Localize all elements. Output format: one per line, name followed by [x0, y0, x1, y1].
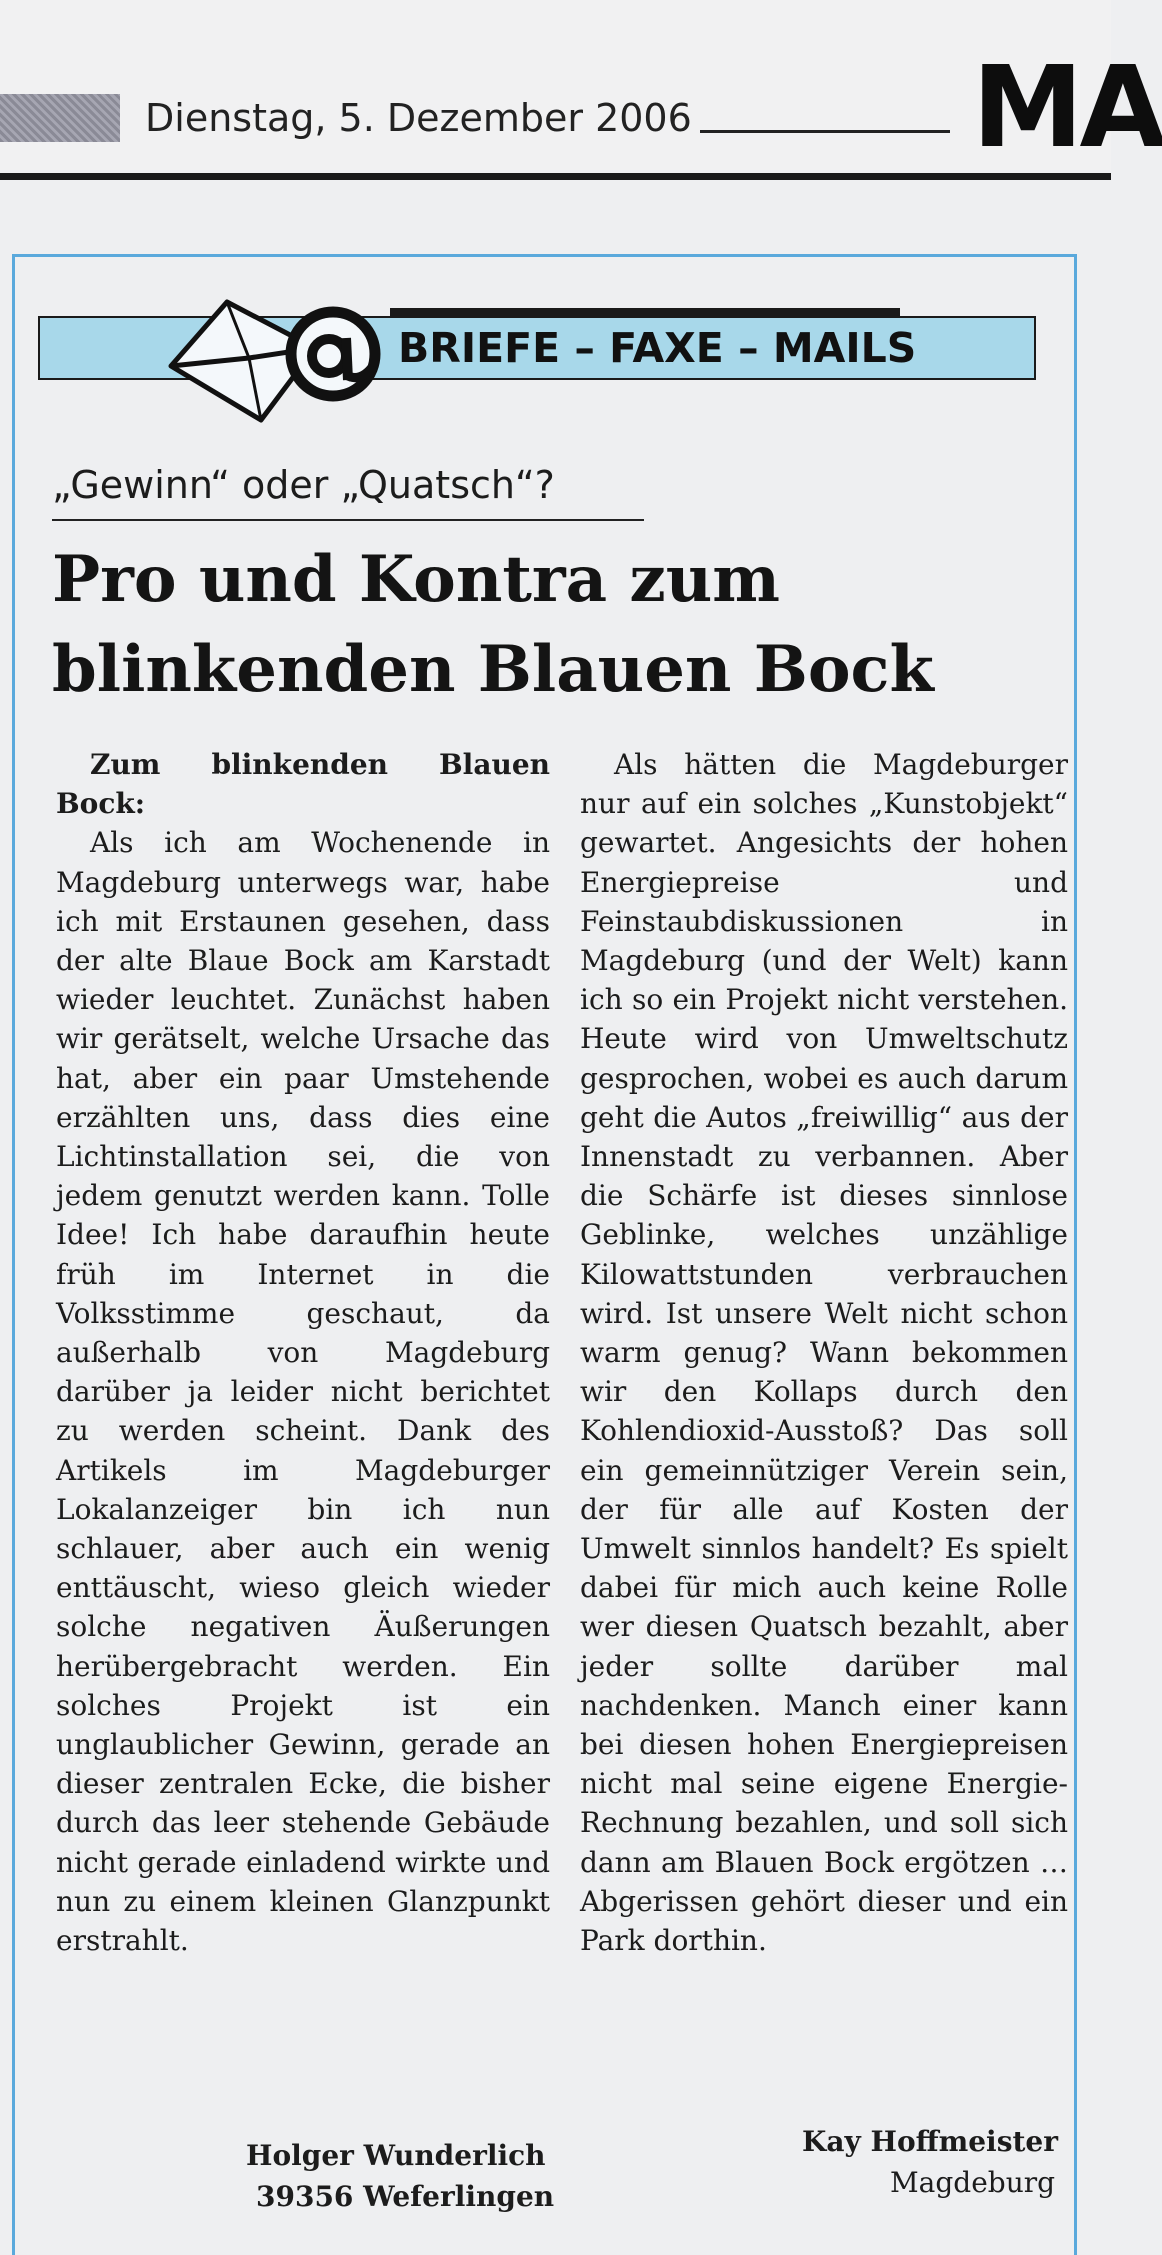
headline-line-2: blinkenden Blauen Bock — [52, 632, 934, 707]
envelope-at-icon — [165, 296, 385, 430]
letter-1-location: 39356 Weferlingen — [256, 2180, 555, 2213]
letter-2-author: Kay Hoffmeister — [802, 2125, 1058, 2158]
kicker-underline — [52, 519, 644, 521]
date-rule — [700, 130, 950, 133]
letter-2-location: Magdeburg — [890, 2166, 1056, 2199]
header-color-swatch — [0, 94, 120, 142]
headline-line-1: Pro und Kontra zum — [52, 542, 780, 617]
section-label: BRIEFE – FAXE – MAILS — [398, 324, 917, 372]
letter-2-column — [580, 745, 1068, 1960]
issue-date: Dienstag, 5. Dezember 2006 — [145, 96, 692, 140]
article-headline — [52, 535, 934, 715]
letter-1-column — [56, 745, 550, 1960]
letter-1-subhead: Zum blinkenden Blauen Bock: — [56, 748, 550, 821]
page-header — [0, 0, 1111, 180]
article-kicker: „Gewinn“ oder „Quatsch“? — [52, 463, 555, 507]
header-rule — [0, 173, 1111, 180]
letter-1-body: Als ich am Wochenende in Magdeburg unterwegs war, habe ich mit Erstaunen gesehen, dass der alte Blaue Bock am Karstadt wieder leuchtet. Zunächst haben wir gerätselt, welche Ursache das hat, aber ein paar Umstehende erzählten uns, dass dies eine Lichtinstallation sei, die von jedem genutzt werden kann. Tolle Idee! Ich habe daraufhin heute früh im Internet in die Volksstimme geschaut, da außerhalb von Magdeburg darüber ja leider nicht berichtet zu werden scheint. Dank des Artikels im Magdeburger Lokalanzeiger bin ich nun schlauer, aber auch ein wenig enttäuscht, wieso gleich wieder solche negativen Äußerungen herübergebracht werden. Ein solches Projekt ist ein unglaublicher Gewinn, gerade an dieser zentralen Ecke, die bisher durch das leer stehende Gebäude nicht gerade einladend wirkte und nun zu einem kleinen Glanzpunkt erstrahlt. — [56, 826, 550, 1958]
letter-2-body: Als hätten die Magdeburger nur auf ein solches „Kunstobjekt“ gewartet. Angesichts der hohen Energiepreise und Feinstaubdiskussionen in Magdeburg (und der Welt) kann ich so ein Projekt nicht verstehen. Heute wird von Umweltschutz gesprochen, wobei es auch darum geht die Autos „freiwillig“ aus der Innenstadt zu verbannen. Aber die Schärfe ist dieses sinnlose Geblinke, welches unzählige Kilowattstunden verbrauchen wird. Ist unsere Welt nicht schon warm genug? Wann bekommen wir den Kollaps durch den Kohlendioxid-Ausstoß? Das soll ein gemeinnütziger Verein sein, der für alle auf Kosten der Umwelt sinnlos handelt? Es spielt dabei für mich auch keine Rolle wer diesen Quatsch bezahlt, aber jeder sollte darüber mal nachdenken. Manch einer kann bei diesen hohen Energiepreisen nicht mal seine eigene Energie-Rechnung bezahlen, und soll sich dann am Blauen Bock ergötzen … Abgerissen gehört dieser und ein Park dorthin. — [580, 748, 1068, 1958]
letter-1-author: Holger Wunderlich — [246, 2139, 546, 2172]
masthead-fragment: MA — [972, 43, 1162, 173]
banner-top-rule — [390, 308, 900, 316]
